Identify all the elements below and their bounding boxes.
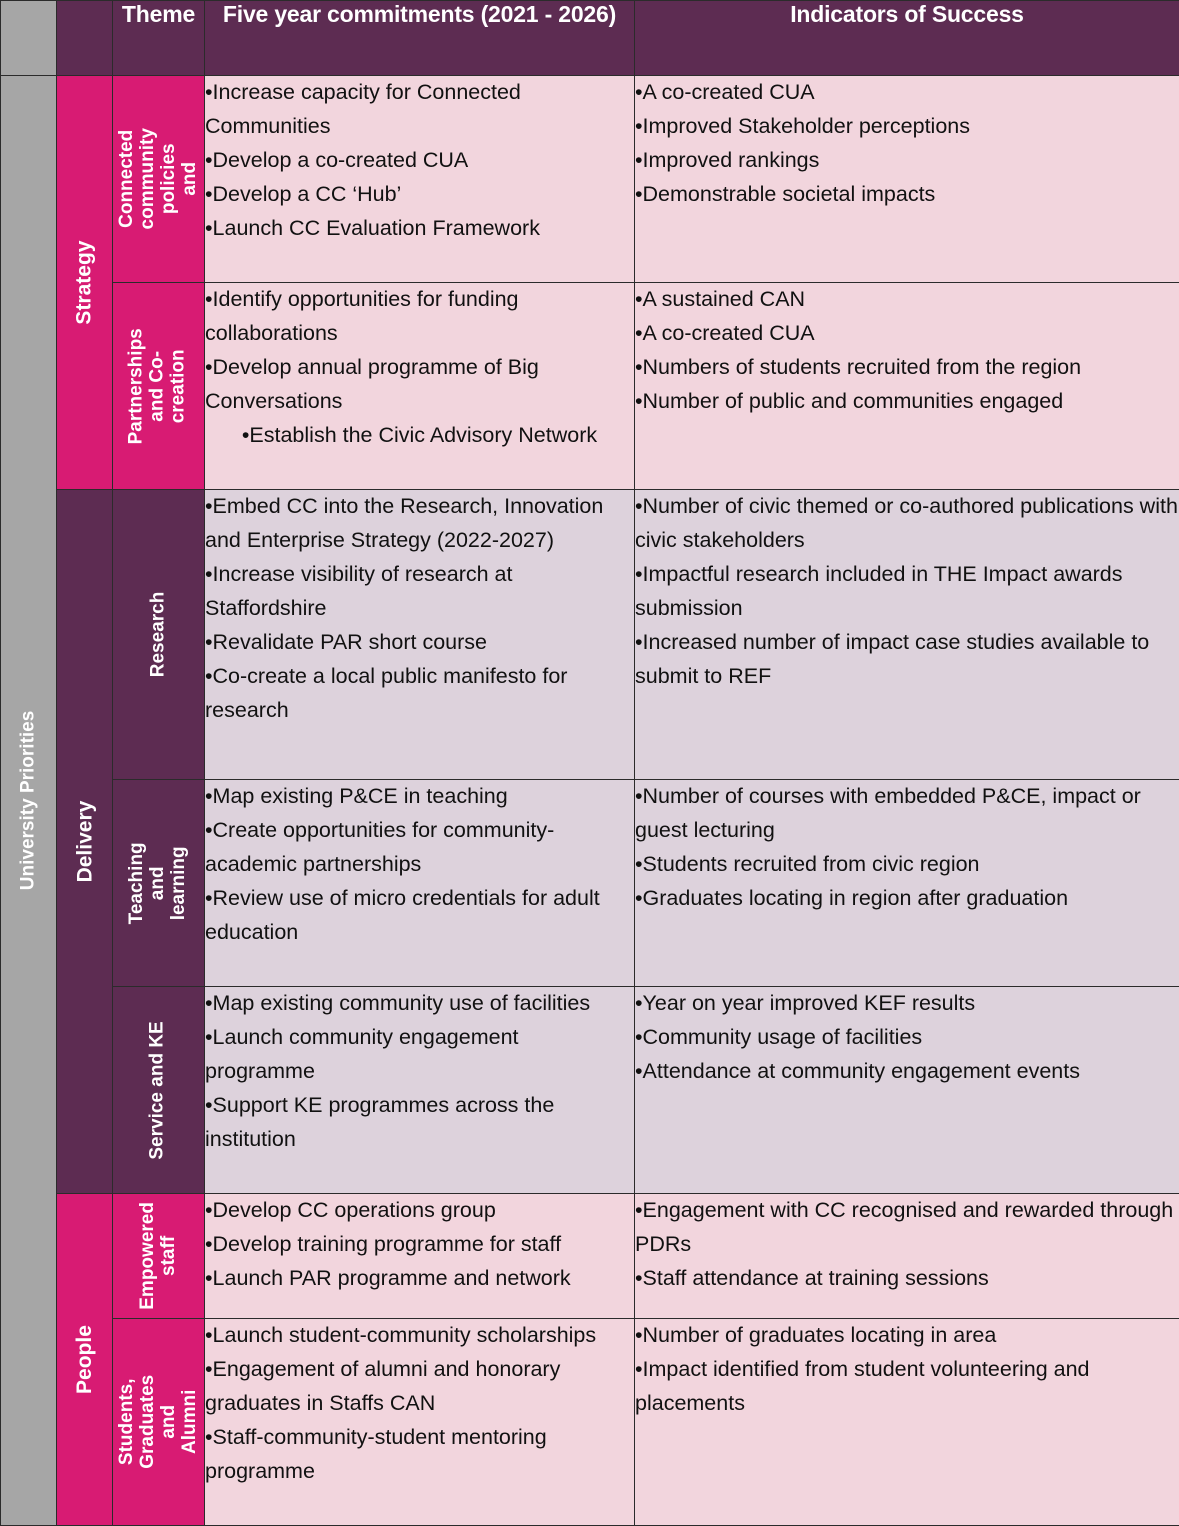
commitments-cell bbox=[205, 76, 635, 283]
indicators-cell-list bbox=[635, 1319, 1179, 1421]
list-item-text: Launch CC Evaluation Framework bbox=[212, 215, 540, 240]
commitments-cell bbox=[205, 490, 635, 780]
list-item bbox=[635, 1319, 1179, 1353]
list-item-text: Impactful research included in THE Impact awards submission bbox=[635, 562, 1123, 621]
pillar-cell-strategy bbox=[57, 76, 113, 490]
list-item bbox=[635, 1055, 1179, 1089]
column-header-theme: Theme bbox=[113, 1, 205, 76]
list-item bbox=[205, 1089, 634, 1157]
list-item-text: A sustained CAN bbox=[642, 287, 806, 312]
bullet-icon: • bbox=[635, 1198, 643, 1223]
bullet-icon: • bbox=[635, 1058, 643, 1083]
theme-cell bbox=[113, 1194, 205, 1319]
theme-cell bbox=[113, 779, 205, 986]
list-item bbox=[635, 110, 1179, 144]
list-item-text: Number of courses with embedded P&CE, impact or guest lecturing bbox=[635, 783, 1141, 842]
bullet-icon: • bbox=[205, 783, 213, 808]
indicators-cell-list bbox=[635, 283, 1179, 419]
list-item-text: Year on year improved KEF results bbox=[642, 990, 976, 1015]
commitments-cell bbox=[205, 1194, 635, 1319]
bullet-icon: • bbox=[205, 562, 213, 587]
list-item bbox=[635, 385, 1179, 419]
bullet-icon: • bbox=[635, 80, 643, 104]
list-item bbox=[635, 558, 1179, 626]
bullet-icon: • bbox=[635, 494, 643, 519]
bullet-icon: • bbox=[205, 1322, 213, 1347]
table-row bbox=[1, 283, 1179, 490]
bullet-icon: • bbox=[635, 389, 643, 414]
table-row bbox=[1, 779, 1179, 986]
list-item-text: Develop a CC ‘Hub’ bbox=[212, 181, 402, 206]
commitments-cell bbox=[205, 779, 635, 986]
indicators-cell bbox=[635, 779, 1179, 986]
list-item-text: Map existing community use of facilities bbox=[212, 990, 591, 1015]
pillar-label: Delivery bbox=[72, 800, 96, 883]
commitments-cell-list bbox=[205, 1319, 634, 1489]
list-item-text: Identify opportunities for funding collaborations bbox=[205, 287, 519, 346]
list-item bbox=[205, 780, 634, 814]
list-item-text: Engagement of alumni and honorary graduates in Staffs CAN bbox=[205, 1356, 561, 1415]
bullet-icon: • bbox=[205, 1424, 213, 1449]
bullet-icon: • bbox=[635, 113, 643, 138]
list-item bbox=[635, 283, 1179, 317]
bullet-icon: • bbox=[635, 287, 643, 312]
list-item-text: Launch PAR programme and network bbox=[212, 1266, 571, 1290]
list-item-text: Increase capacity for Connected Communities bbox=[205, 80, 521, 138]
commitments-cell-list bbox=[205, 283, 634, 453]
list-item bbox=[635, 848, 1179, 882]
list-item-text: Establish the Civic Advisory Network bbox=[249, 423, 598, 448]
list-item-text: A co-created CUA bbox=[642, 80, 815, 104]
list-item-text: Launch student-community scholarships bbox=[212, 1322, 597, 1347]
list-item-text: Impact identified from student volunteering and placements bbox=[635, 1356, 1090, 1415]
list-item-text: Embed CC into the Research, Innovation and Enterprise Strategy (2022-2027) bbox=[205, 494, 604, 553]
list-item-text: Community usage of facilities bbox=[642, 1024, 923, 1049]
theme-label: Students, Graduates and Alumni bbox=[115, 1374, 200, 1469]
list-item bbox=[635, 1021, 1179, 1055]
list-item-text: Graduates locating in region after graduation bbox=[642, 885, 1069, 910]
pillar-label: Strategy bbox=[72, 240, 96, 325]
list-item-text: Develop a co-created CUA bbox=[212, 147, 469, 172]
bullet-icon: • bbox=[635, 562, 643, 587]
list-item bbox=[635, 1262, 1179, 1296]
list-item-text: Numbers of students recruited from the region bbox=[642, 355, 1082, 380]
list-item-text: Staff attendance at training sessions bbox=[642, 1266, 989, 1290]
theme-cell bbox=[113, 76, 205, 283]
bullet-icon: • bbox=[635, 851, 643, 876]
list-item bbox=[635, 351, 1179, 385]
list-item bbox=[205, 178, 634, 212]
list-item bbox=[635, 76, 1179, 110]
list-item-text: Staff-community-student mentoring programme bbox=[205, 1424, 547, 1483]
list-item bbox=[205, 882, 634, 950]
table-row bbox=[1, 490, 1179, 780]
list-item bbox=[205, 987, 634, 1021]
commitments-cell-list bbox=[205, 987, 634, 1157]
bullet-icon: • bbox=[205, 1092, 213, 1117]
bullet-icon: • bbox=[635, 181, 643, 206]
bullet-icon: • bbox=[205, 215, 213, 240]
list-item-text: Improved rankings bbox=[642, 147, 820, 172]
commitments-cell bbox=[205, 986, 635, 1193]
header-pillar-blank bbox=[57, 1, 113, 76]
list-item bbox=[635, 1194, 1179, 1262]
table-row bbox=[1, 1194, 1179, 1319]
list-item bbox=[205, 626, 634, 660]
list-item-text: Improved Stakeholder perceptions bbox=[642, 113, 970, 138]
list-item bbox=[205, 144, 634, 178]
list-item bbox=[205, 283, 634, 351]
theme-label: Service and KE bbox=[147, 1020, 169, 1160]
pillar-label: People bbox=[72, 1325, 96, 1394]
list-item-text: Co-create a local public manifesto for research bbox=[205, 664, 568, 723]
list-item bbox=[635, 144, 1179, 178]
commitments-cell-list bbox=[205, 490, 634, 728]
bullet-icon: • bbox=[205, 1232, 213, 1257]
list-item-text: Develop CC operations group bbox=[212, 1198, 496, 1223]
bullet-icon: • bbox=[205, 1356, 213, 1381]
indicators-cell-list bbox=[635, 76, 1179, 212]
table-row bbox=[1, 76, 1179, 283]
list-item-text: Revalidate PAR short course bbox=[212, 630, 487, 655]
bullet-icon: • bbox=[635, 885, 643, 910]
list-item-text: Launch community engagement programme bbox=[205, 1024, 519, 1083]
commitments-cell bbox=[205, 1318, 635, 1525]
bullet-icon: • bbox=[205, 1024, 213, 1049]
theme-label: Research bbox=[147, 591, 169, 678]
bullet-icon: • bbox=[635, 1322, 643, 1347]
list-item bbox=[635, 882, 1179, 916]
table-row bbox=[1, 986, 1179, 1193]
bullet-icon: • bbox=[205, 287, 213, 312]
bullet-icon: • bbox=[241, 423, 250, 448]
list-item-text: Develop training programme for staff bbox=[212, 1232, 562, 1257]
list-item-text: Number of civic themed or co-authored publications with civic stakeholders bbox=[635, 494, 1178, 553]
bullet-icon: • bbox=[205, 355, 213, 380]
pillar-cell-people bbox=[57, 1194, 113, 1526]
list-item bbox=[635, 490, 1179, 558]
commitments-cell-list bbox=[205, 780, 634, 950]
bullet-icon: • bbox=[205, 80, 213, 104]
list-item bbox=[205, 558, 634, 626]
list-item-text: Map existing P&CE in teaching bbox=[212, 783, 508, 808]
indicators-cell bbox=[635, 986, 1179, 1193]
list-item-text: Increased number of impact case studies available to submit to REF bbox=[635, 630, 1150, 689]
indicators-cell bbox=[635, 490, 1179, 780]
bullet-icon: • bbox=[635, 355, 643, 380]
commitments-cell-list bbox=[205, 1194, 634, 1296]
list-item bbox=[205, 1021, 634, 1089]
bullet-icon: • bbox=[205, 1198, 213, 1223]
column-header-indicators: Indicators of Success bbox=[635, 1, 1179, 76]
bullet-icon: • bbox=[635, 147, 643, 172]
indicators-cell-list bbox=[635, 987, 1179, 1089]
list-item bbox=[205, 1421, 634, 1489]
list-item-text: Review use of micro credentials for adult education bbox=[205, 885, 600, 944]
pillar-cell-delivery bbox=[57, 490, 113, 1194]
header-spine-blank bbox=[1, 1, 57, 76]
indicators-cell bbox=[635, 76, 1179, 283]
column-header-commitments: Five year commitments (2021 - 2026) bbox=[205, 1, 635, 76]
list-item bbox=[205, 1194, 634, 1228]
list-item-text: Number of public and communities engaged bbox=[642, 389, 1064, 414]
bullet-icon: • bbox=[205, 664, 213, 689]
bullet-icon: • bbox=[635, 630, 643, 655]
theme-label: Teaching and learning bbox=[126, 841, 189, 924]
list-item bbox=[205, 814, 634, 882]
list-item bbox=[205, 1262, 634, 1296]
list-item bbox=[205, 490, 634, 558]
list-item bbox=[635, 626, 1179, 694]
commitments-cell bbox=[205, 283, 635, 490]
theme-cell bbox=[113, 986, 205, 1193]
list-item-text: Attendance at community engagement events bbox=[642, 1058, 1080, 1083]
list-item bbox=[205, 76, 634, 144]
theme-label: Partnerships and Co-creation bbox=[126, 328, 189, 445]
theme-cell bbox=[113, 490, 205, 780]
list-item bbox=[635, 178, 1179, 212]
list-item-text: Number of graduates locating in area bbox=[642, 1322, 997, 1347]
list-item-text: Increase visibility of research at Staffordshire bbox=[205, 562, 513, 621]
bullet-icon: • bbox=[205, 990, 213, 1015]
indicators-cell-list bbox=[635, 780, 1179, 916]
indicators-cell-list bbox=[635, 490, 1179, 694]
bullet-icon: • bbox=[205, 630, 213, 655]
indicators-cell bbox=[635, 1194, 1179, 1319]
list-item-text: Develop annual programme of Big Conversations bbox=[205, 355, 539, 414]
theme-cell bbox=[113, 1318, 205, 1525]
bullet-icon: • bbox=[205, 494, 213, 519]
bullet-icon: • bbox=[205, 817, 213, 842]
university-priorities-label: University Priorities bbox=[17, 710, 39, 891]
list-item bbox=[635, 317, 1179, 351]
table-header-row bbox=[1, 1, 1179, 76]
theme-label: Empowered staff bbox=[136, 1202, 179, 1310]
list-item-text: Students recruited from civic region bbox=[642, 851, 980, 876]
table-row bbox=[1, 1318, 1179, 1525]
indicators-cell-list bbox=[635, 1194, 1179, 1296]
list-item bbox=[205, 1353, 634, 1421]
list-item bbox=[205, 419, 634, 453]
theme-label: Connected community policies and bbox=[115, 128, 200, 230]
indicators-cell bbox=[635, 283, 1179, 490]
theme-cell bbox=[113, 283, 205, 490]
list-item bbox=[205, 1319, 634, 1353]
bullet-icon: • bbox=[635, 1266, 643, 1290]
list-item bbox=[205, 212, 634, 246]
bullet-icon: • bbox=[635, 1356, 643, 1381]
list-item-text: A co-created CUA bbox=[642, 321, 815, 346]
indicators-cell bbox=[635, 1318, 1179, 1525]
list-item bbox=[635, 987, 1179, 1021]
commitments-cell-list bbox=[205, 76, 634, 246]
university-priorities-spine bbox=[1, 76, 57, 1526]
list-item-text: Engagement with CC recognised and rewarded through PDRs bbox=[635, 1198, 1174, 1257]
list-item bbox=[635, 1353, 1179, 1421]
list-item bbox=[205, 351, 634, 419]
bullet-icon: • bbox=[635, 321, 643, 346]
bullet-icon: • bbox=[635, 783, 643, 808]
bullet-icon: • bbox=[205, 181, 213, 206]
bullet-icon: • bbox=[205, 1266, 213, 1290]
list-item-text: Demonstrable societal impacts bbox=[642, 181, 936, 206]
bullet-icon: • bbox=[635, 990, 643, 1015]
bullet-icon: • bbox=[205, 147, 213, 172]
list-item bbox=[635, 780, 1179, 848]
list-item bbox=[205, 1228, 634, 1262]
list-item-text: Create opportunities for community-academic partnerships bbox=[205, 817, 555, 876]
bullet-icon: • bbox=[205, 885, 213, 910]
bullet-icon: • bbox=[635, 1024, 643, 1049]
list-item bbox=[205, 660, 634, 728]
list-item-text: Support KE programmes across the institution bbox=[205, 1092, 555, 1151]
